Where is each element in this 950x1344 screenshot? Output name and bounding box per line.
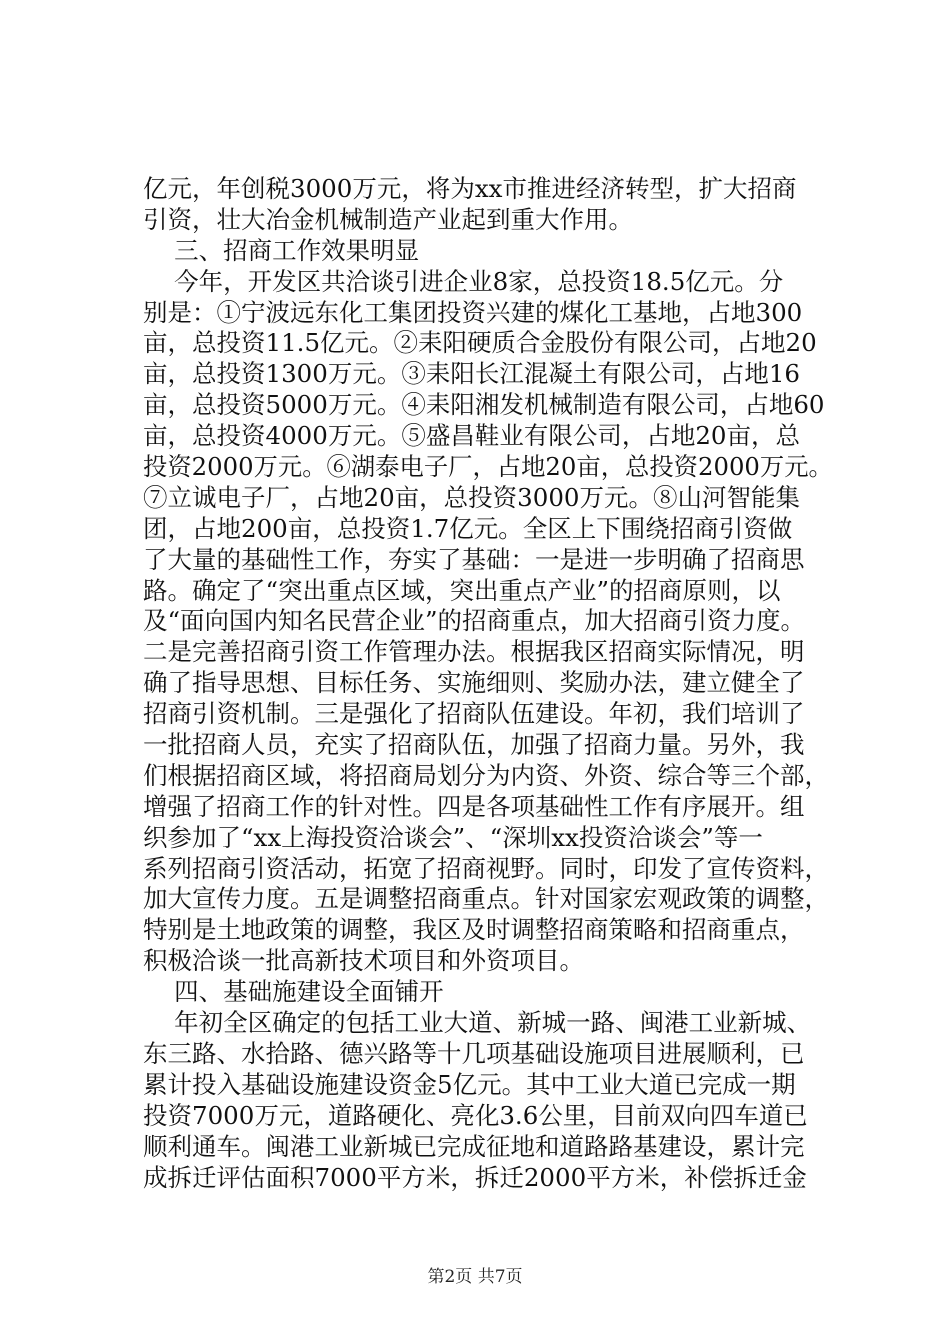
text-line: 别是：①宁波远东化工集团投资兴建的煤化工基地，占地300	[143, 297, 803, 327]
text-line: 今年，开发区共洽谈引进企业8家，总投资18.5亿元。分	[143, 266, 784, 296]
text-line: 们根据招商区域，将招商局划分为内资、外资、综合等三个部，	[143, 760, 829, 790]
text-line: 及“面向国内知名民营企业”的招商重点，加大招商引资力度。	[143, 606, 806, 636]
text-line: 投资2000万元。⑥湖泰电子厂，占地20亩，总投资2000万元。	[143, 452, 833, 482]
text-line: 四、基础施建设全面铺开	[143, 977, 444, 1007]
text-line: 织参加了“xx上海投资洽谈会”、“深圳xx投资洽谈会”等一	[143, 822, 763, 852]
text-line: 累计投入基础设施建设资金5亿元。其中工业大道已完成一期	[143, 1069, 796, 1099]
text-line: 亩，总投资11.5亿元。②耒阳硬质合金股份有限公司，占地20	[143, 328, 817, 358]
body-text	[143, 174, 833, 1193]
text-line: 顺利通车。闽港工业新城已完成征地和道路路基建设，累计完	[143, 1131, 805, 1161]
text-line: 积极洽谈一批高新技术项目和外资项目。	[143, 946, 584, 976]
text-line: 路。确定了“突出重点区域，突出重点产业”的招商原则，以	[143, 575, 781, 605]
text-line: ⑦立诚电子厂，占地20亩，总投资3000万元。⑧山河智能集	[143, 482, 801, 512]
text-line: 团，占地200亩，总投资1.7亿元。全区上下围绕招商引资做	[143, 513, 793, 543]
text-line: 亩，总投资5000万元。④耒阳湘发机械制造有限公司，占地60	[143, 390, 825, 420]
text-line: 了大量的基础性工作，夯实了基础：一是进一步明确了招商思	[143, 544, 805, 574]
text-line: 东三路、水拾路、德兴路等十几项基础设施项目进展顺利，已	[143, 1038, 805, 1068]
text-line: 成拆迁评估面积7000平方米，拆迁2000平方米，补偿拆迁金	[143, 1162, 807, 1192]
text-line: 加大宣传力度。五是调整招商重点。针对国家宏观政策的调整，	[143, 884, 829, 914]
text-line: 二是完善招商引资工作管理办法。根据我区招商实际情况，明	[143, 637, 805, 667]
text-line: 确了指导思想、目标任务、实施细则、奖励办法，建立健全了	[143, 668, 805, 698]
page-footer: 第2页 共7页	[427, 1267, 523, 1287]
text-line: 特别是土地政策的调整，我区及时调整招商策略和招商重点，	[143, 915, 805, 945]
text-line: 亿元，年创税3000万元，将为xx市推进经济转型，扩大招商	[143, 174, 797, 203]
text-line: 一批招商人员，充实了招商队伍，加强了招商力量。另外，我	[143, 730, 805, 760]
text-line: 招商引资机制。三是强化了招商队伍建设。年初，我们培训了	[143, 699, 805, 729]
text-line: 投资7000万元，道路硬化、亮化3.6公里，目前双向四车道已	[143, 1100, 808, 1130]
text-line: 亩，总投资4000万元。⑤盛昌鞋业有限公司，占地20亩，总	[143, 421, 801, 451]
text-line: 系列招商引资活动，拓宽了招商视野。同时，印发了宣传资料，	[143, 853, 829, 883]
text-line: 年初全区确定的包括工业大道、新城一路、闽港工业新城、	[143, 1008, 812, 1038]
text-line: 三、招商工作效果明显	[143, 235, 420, 265]
text-line: 引资，壮大冶金机械制造产业起到重大作用。	[143, 204, 633, 234]
text-line: 亩，总投资1300万元。③耒阳长江混凝土有限公司，占地16	[143, 359, 801, 389]
text-line: 增强了招商工作的针对性。四是各项基础性工作有序展开。组	[143, 791, 805, 821]
